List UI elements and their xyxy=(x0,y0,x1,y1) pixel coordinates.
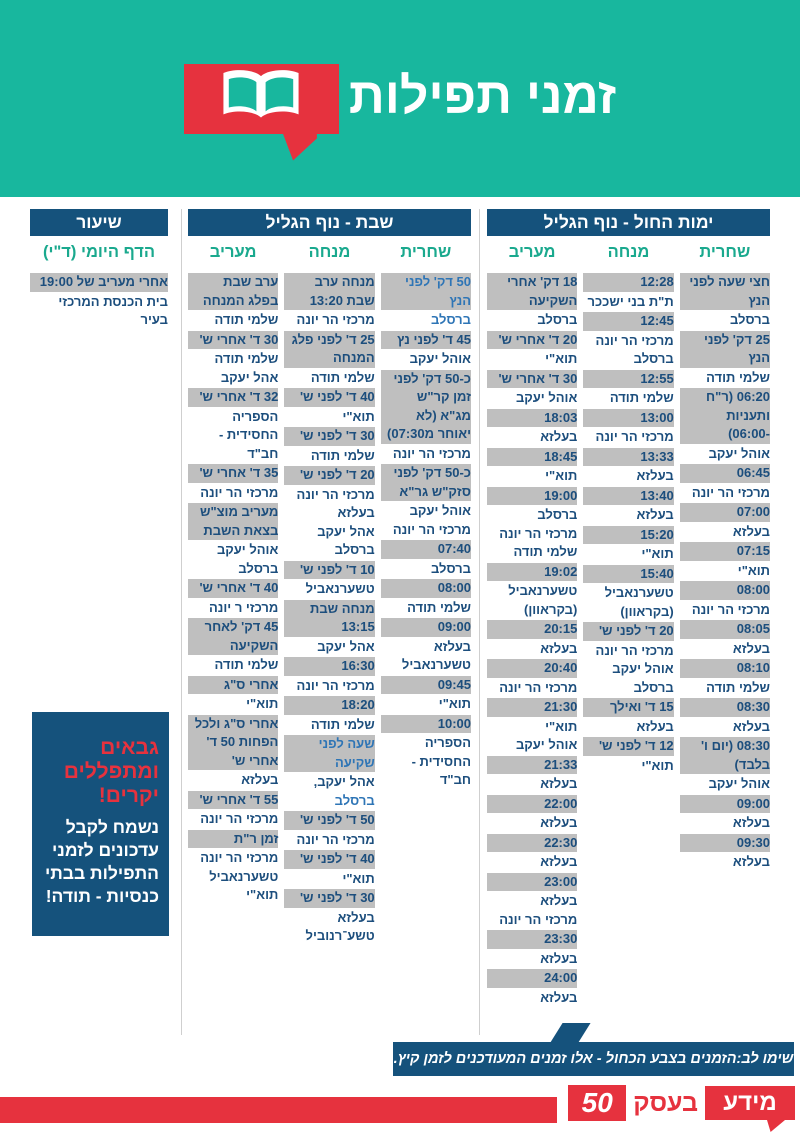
schedule-entry: בעלזא xyxy=(540,640,578,656)
schedule-entry: 20:40 xyxy=(487,659,577,678)
schedule-entry: 23:00 xyxy=(487,873,577,892)
schedule-entry: 12 ד' לפני ש' xyxy=(583,737,673,756)
weekday-columns xyxy=(487,243,770,1007)
schedule-entry: 20 ד' אחרי ש' xyxy=(487,331,577,350)
schedule-entry: תוא"י xyxy=(641,546,674,561)
schedule-entry: בעלזא xyxy=(540,893,578,908)
schedule-entry: 20 ד' לפני ש' xyxy=(284,466,374,485)
schedule-entry: ברסלב xyxy=(334,542,375,557)
schedule-entry: תוא"י xyxy=(342,408,375,424)
schedule-entry: מרכזי הר יונה xyxy=(691,484,770,500)
section-title-bar: שבת - נוף הגליל xyxy=(188,209,471,236)
brand-logo xyxy=(184,64,339,134)
schedule-entry: מנחה שבת 13:15 xyxy=(284,600,374,637)
schedule-entry: מרכזי הר יונה xyxy=(499,679,578,695)
schedule-entry: שלמי תודה xyxy=(310,716,375,732)
schedule-entry: בעלזא xyxy=(732,815,770,830)
schedule-entry: 09:30 xyxy=(680,834,770,853)
schedule-entry: אהל יעקב xyxy=(220,369,279,385)
section-divider xyxy=(181,209,182,1035)
schedule-entry: ברסלב xyxy=(537,312,578,327)
schedule-entry: ברסלב xyxy=(633,679,674,695)
schedule-entry: 09:00 xyxy=(680,795,770,814)
schedule-entry: אוהל יעקב xyxy=(708,776,770,791)
notice-heading: גבאים ומתפללים יקרים! xyxy=(63,736,159,807)
schedule-entry: 30 ד' אחרי ש' xyxy=(188,331,278,350)
schedule-entry: תוא"י xyxy=(246,696,279,711)
schedule-entry: 08:30 (יום ו' בלבד) xyxy=(680,737,770,774)
schedule-entry: זמן ר"ת xyxy=(188,830,278,849)
schedule-entry: 22:30 xyxy=(487,834,577,853)
schedule-entry: בעלזא xyxy=(540,429,578,444)
schedule-entry: ברסלב xyxy=(334,792,375,808)
schedule-entry: 40 ד' לפני ש' xyxy=(284,388,374,407)
schedule-entry: שלמי תודה xyxy=(706,369,770,385)
schedule-entry: 12:45 xyxy=(583,312,673,331)
schedule-entry: ברסלב xyxy=(431,312,471,327)
schedule-entry: 06:20 (ר"ח ותעניות -06:00) xyxy=(680,388,770,444)
schedule-entry: מרכזי הר יונה xyxy=(200,811,279,826)
schedule-entry: בעלזא xyxy=(433,638,471,654)
schedule-entry: אחרי ס"ג ולכל הפחות 50 ד' אחרי ש' xyxy=(188,715,278,771)
schedule-entry: מרכזי הר יונה xyxy=(595,429,674,444)
schedule-entry: 15:20 xyxy=(583,526,673,545)
schedule-entry: בעלזא xyxy=(540,854,578,869)
schedule-entry: בעלזא xyxy=(732,640,770,656)
schedule-column xyxy=(30,243,168,330)
schedule-entry: טשערנאביל xyxy=(305,581,375,596)
schedule-entry: שלמי תודה xyxy=(513,544,578,559)
schedule-entry: 40 ד' אחרי ש' xyxy=(188,579,278,598)
section-weekday xyxy=(487,209,770,1007)
notice-body: נשמח לקבל עדכונים לזמני התפילות בבתי כנסיות - תודה! xyxy=(44,817,159,906)
schedule-entry: 30 ד' אחרי ש' xyxy=(487,370,577,389)
schedule-entry: 08:30 xyxy=(680,698,770,717)
schedule-entry: 19:02 xyxy=(487,563,577,582)
schedule-entry: 08:00 xyxy=(381,579,471,598)
schedule-entry: בעלזא xyxy=(636,507,674,522)
schedule-entry: 07:40 xyxy=(381,540,471,559)
schedule-entry: בעלזא xyxy=(732,718,770,734)
section-shabbat xyxy=(188,209,471,946)
schedule-entry: בעלזא xyxy=(337,505,375,520)
schedule-entry: מעריב מוצ"ש בצאת השבת xyxy=(188,503,278,540)
schedule-entry: 13:40 xyxy=(583,487,673,506)
section-title-bar: שיעור xyxy=(30,209,168,236)
schedule-entry: מרכזי הר יונה xyxy=(595,642,674,658)
schedule-entry: טשערנאביל xyxy=(401,657,471,672)
schedule-entry: 45 דק' לאחר השקיעה xyxy=(188,618,278,655)
schedule-entry: מרכזי הר יונה ברסלב xyxy=(595,332,674,366)
footer-brand xyxy=(560,1082,795,1124)
schedule-entry: תוא"י xyxy=(737,562,770,578)
schedule-entry: בעלזא xyxy=(241,772,279,787)
schedule-entry: 09:00 xyxy=(381,618,471,637)
gabbaim-notice-box xyxy=(32,712,169,936)
schedule-entry: 07:15 xyxy=(680,542,770,561)
schedule-entry: 08:05 xyxy=(680,620,770,639)
schedule-entry: 18:45 xyxy=(487,448,577,467)
schedule-entry: 21:30 xyxy=(487,698,577,717)
schedule-entry: אוהל יעקב xyxy=(409,351,471,366)
schedule-entry: 23:30 xyxy=(487,930,577,949)
schedule-entry: שלמי תודה xyxy=(706,679,770,695)
schedule-entry: מרכזי הר יונה xyxy=(392,445,471,461)
schedule-entry: אוהל יעקב xyxy=(515,390,578,405)
schedule-entry: 18:20 xyxy=(284,696,374,715)
shabbat-columns xyxy=(188,243,471,946)
schedule-entry: אוהל יעקב xyxy=(612,661,674,676)
column-header: הדף היומי (ד"י) xyxy=(42,243,156,261)
teal-band xyxy=(0,0,800,197)
summer-note-bar: שימו לב:הזמנים בצבע הכחול - אלו זמנים המעודכנים לזמן קיץ. xyxy=(393,1042,794,1076)
schedule-column xyxy=(284,243,374,946)
schedule-entry: ברסלב xyxy=(730,312,770,327)
schedule-entry: ת"ת בני ישככר xyxy=(587,293,674,309)
schedule-entry: 12:28 xyxy=(583,273,673,292)
schedule-entry: תוא"י xyxy=(641,757,674,773)
schedule-entry: 24:00 xyxy=(487,969,577,988)
page-title: זמני תפילות xyxy=(348,67,617,124)
open-book-icon xyxy=(215,65,307,132)
schedule-entry: 08:00 xyxy=(680,581,770,600)
schedule-entry: 45 ד' לפני נץ xyxy=(381,331,471,350)
schedule-entry: ברסלב xyxy=(238,560,279,576)
brand-bubble-tail xyxy=(767,1120,785,1132)
footer-red-bar xyxy=(0,1097,557,1123)
schedule-entry: בעלזא טשע־רנוביל xyxy=(305,909,375,943)
schedule-entry: 16:30 xyxy=(284,657,374,676)
schedule-entry: 18:03 xyxy=(487,409,577,428)
schedule-entry: 15:40 xyxy=(583,565,673,584)
schedule-entry: תוא"י xyxy=(438,696,471,711)
schedule-entry: ערב שבת בפלג המנחה xyxy=(188,273,278,310)
schedule-entry: 10 ד' לפני ש' xyxy=(284,561,374,580)
schedule-entry: מרכזי הר יונה xyxy=(392,521,471,537)
schedule-entry: 09:45 xyxy=(381,676,471,695)
schedule-entry: מרכזי הר יונה xyxy=(691,601,770,617)
schedule-entry: מרכזי הר יונה xyxy=(296,677,375,693)
schedule-entry: בעלזא xyxy=(636,468,674,483)
schedule-entry: ברסלב xyxy=(431,560,471,576)
schedule-entry: בעלזא xyxy=(732,523,770,539)
column-header: מנחה xyxy=(308,243,351,261)
schedule-entry: שעה לפני שקיעה xyxy=(284,735,374,772)
brand-word-besek: בעסק xyxy=(633,1088,698,1117)
schedule-entry: אחרי מעריב של 19:00 xyxy=(30,273,168,292)
schedule-entry: בעלזא xyxy=(540,950,578,966)
schedule-entry: 20:15 xyxy=(487,620,577,639)
schedule-entry: תוא"י xyxy=(545,351,578,366)
schedule-entry: אוהל יעקב xyxy=(216,542,279,557)
brand-word-info: מידע xyxy=(723,1089,777,1116)
schedule-column xyxy=(487,243,577,1007)
schedule-entry: אהל יעקב, xyxy=(313,774,375,789)
schedule-entry: 13:33 xyxy=(583,448,673,467)
schedule-entry: תוא"י xyxy=(342,870,375,886)
schedule-entry: 40 ד' לפני ש' xyxy=(284,850,374,869)
schedule-entry: 50 דק' לפני הנץ xyxy=(381,273,471,310)
schedule-entry: מרכזי הר יונה xyxy=(200,850,279,865)
schedule-entry: 55 ד' אחרי ש' xyxy=(188,791,278,810)
schedule-entry: 08:10 xyxy=(680,659,770,678)
schedule-entry: תוא"י xyxy=(545,718,578,734)
schedule-entry: 25 דק' לפני הנץ xyxy=(680,331,770,368)
schedule-entry: מרכזי הר יונה xyxy=(296,486,375,502)
schedule-entry: מרכזי הר יונה xyxy=(200,484,279,500)
schedule-entry: אהל יעקב xyxy=(317,523,375,539)
section-shiur xyxy=(30,209,168,330)
schedule-entry: 25 ד' לפני פלג המנחה xyxy=(284,331,374,368)
schedule-entry: טשערנאביל xyxy=(209,868,279,884)
schedule-entry: 15 ד' ואילך xyxy=(583,698,673,717)
schedule-entry: 19:00 xyxy=(487,487,577,506)
schedule-entry: מרכזי הר יונה xyxy=(499,911,578,927)
schedule-entry: 20 ד' לפני ש' xyxy=(583,622,673,641)
schedule-entry: 10:00 xyxy=(381,715,471,734)
schedule-entry: 07:00 xyxy=(680,503,770,522)
schedule-entry: תוא"י xyxy=(246,887,279,902)
column-header: שחרית xyxy=(699,243,751,261)
schedule-entry: הספריה החסידית -חב"ד xyxy=(411,735,471,787)
schedule-entry: אוהל יעקב xyxy=(515,737,578,752)
schedule-entry: שלמי תודה xyxy=(214,657,279,672)
schedule-entry: 18 דק' אחרי השקיעה xyxy=(487,273,577,310)
schedule-entry: 06:45 xyxy=(680,464,770,483)
schedule-entry: שלמי תודה xyxy=(609,390,674,405)
section-title-bar: ימות החול - נוף הגליל xyxy=(487,209,770,236)
schedule-entry: 32 ד' אחרי ש' xyxy=(188,388,278,407)
schedule-entry: 12:55 xyxy=(583,370,673,389)
schedule-entry: אהל יעקב xyxy=(317,638,375,654)
schedule-entry: מרכזי ר יונה xyxy=(208,599,279,615)
column-header: שחרית xyxy=(400,243,452,261)
brand-info-box xyxy=(705,1086,795,1120)
schedule-entry: ברסלב xyxy=(537,507,578,522)
schedule-entry: חצי שעה לפני הנץ xyxy=(680,273,770,310)
section-divider xyxy=(479,209,480,1035)
shiur-columns xyxy=(30,243,168,330)
schedule-entry: שלמי תודה xyxy=(310,369,375,385)
schedule-entry: שלמי תודה xyxy=(310,447,375,463)
schedule-entry: בעלזא xyxy=(732,854,770,869)
schedule-entry: שלמי תודה xyxy=(407,599,471,615)
schedule-entry: בעלזא xyxy=(540,815,578,830)
schedule-entry: שלמי תודה xyxy=(214,312,279,327)
schedule-entry: אוהל יעקב xyxy=(708,445,770,461)
schedule-entry: 22:00 xyxy=(487,795,577,814)
schedule-entry: מרכזי הר יונה xyxy=(296,312,375,327)
schedule-entry: בעלזא xyxy=(636,718,674,734)
column-header: מעריב xyxy=(209,243,257,261)
column-header: מנחה xyxy=(607,243,650,261)
schedule-column xyxy=(188,243,278,946)
schedule-entry: תוא"י xyxy=(545,468,578,483)
schedule-entry: כ-50 דק' לפני סזק"ש גר"א xyxy=(381,464,471,501)
schedule-entry: מרכזי הר יונה xyxy=(499,525,578,541)
schedule-column xyxy=(583,243,673,1007)
schedule-entry: מרכזי הר יונה xyxy=(296,831,375,847)
schedule-entry: מנחה ערב שבת 13:20 xyxy=(284,273,374,310)
logo-tail xyxy=(283,134,317,161)
schedule-entry: 30 ד' לפני ש' xyxy=(284,427,374,446)
note-bubble-tail xyxy=(549,1023,590,1044)
schedule-entry: שלמי תודה xyxy=(214,351,279,366)
brand-number-box: 50 xyxy=(568,1085,626,1121)
schedule-entry: 13:00 xyxy=(583,409,673,428)
column-header: מעריב xyxy=(508,243,556,261)
schedule-entry: בעלזא xyxy=(540,776,578,791)
schedule-entry: טשערנאביל (בקראוון) xyxy=(604,585,674,619)
schedule-entry: טשערנאביל (בקראוון) xyxy=(508,583,578,617)
schedule-entry: אוהל יעקב xyxy=(409,503,471,518)
schedule-entry: הספריה החסידית - חב"ד xyxy=(218,408,279,461)
schedule-entry: בעלזא xyxy=(540,989,578,1005)
schedule-entry: בית הכנסת המרכזי בעיר xyxy=(58,293,168,327)
schedule-entry: אחרי ס"ג xyxy=(188,676,278,695)
schedule-entry: 21:33 xyxy=(487,756,577,775)
schedule-entry: כ-50 דק' לפני זמן קר"ש מג"א (לא יאוחר מ07:30) xyxy=(381,370,471,444)
schedule-entry: 30 ד' לפני ש' xyxy=(284,889,374,908)
schedule-entry: 35 ד' אחרי ש' xyxy=(188,464,278,483)
schedule-entry: 50 ד' לפני ש' xyxy=(284,811,374,830)
schedule-column xyxy=(381,243,471,946)
schedule-column xyxy=(680,243,770,1007)
